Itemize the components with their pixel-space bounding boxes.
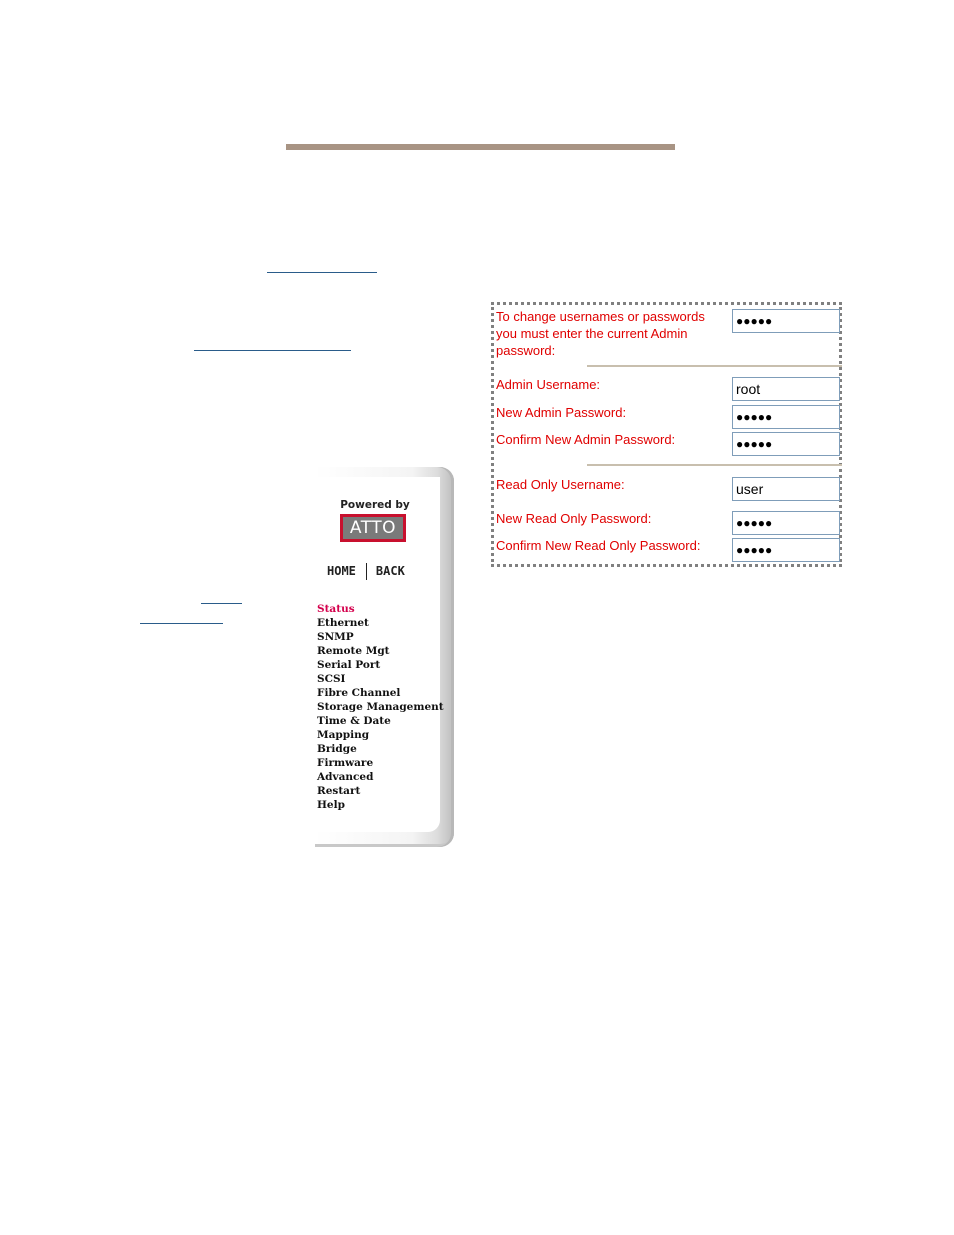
- divider-2: [587, 464, 842, 466]
- sidebar-item-restart[interactable]: Restart: [317, 785, 361, 797]
- new-admin-password-label: New Admin Password:: [496, 405, 627, 420]
- sidebar-item-help[interactable]: Help: [317, 799, 345, 811]
- sidebar-item-scsi[interactable]: SCSI: [317, 673, 346, 685]
- panel-border-top: [491, 302, 842, 305]
- confirm-readonly-password-label: Confirm New Read Only Password:: [496, 538, 701, 553]
- confirm-readonly-password-field[interactable]: ●●●●●: [732, 538, 840, 562]
- password-panel: [491, 302, 842, 567]
- sidebar-item-storage-management[interactable]: Storage Management: [317, 701, 444, 713]
- header-rule: [286, 144, 675, 150]
- nav-separator: [366, 563, 367, 580]
- doc-link-4[interactable]: [140, 623, 223, 624]
- back-link[interactable]: BACK: [375, 564, 405, 578]
- powered-by-text: Powered by: [340, 499, 410, 511]
- sidebar-item-ethernet[interactable]: Ethernet: [317, 617, 369, 629]
- doc-link-1[interactable]: [267, 272, 377, 273]
- new-readonly-password-label: New Read Only Password:: [496, 511, 652, 526]
- sidebar-item-serial-port[interactable]: Serial Port: [317, 659, 381, 671]
- sidebar-item-time-date[interactable]: Time & Date: [317, 715, 391, 727]
- panel-border-bottom: [491, 564, 842, 567]
- sidebar-item-bridge[interactable]: Bridge: [317, 743, 357, 755]
- sidebar-item-mapping[interactable]: Mapping: [317, 729, 370, 741]
- new-readonly-password-field[interactable]: ●●●●●: [732, 511, 840, 535]
- readonly-username-field[interactable]: user: [732, 477, 840, 501]
- admin-username-field[interactable]: root: [732, 377, 840, 401]
- intro-text: To change usernames or passwords you must enter the current Admin password:: [496, 309, 705, 358]
- readonly-username-label: Read Only Username:: [496, 477, 625, 492]
- doc-link-2[interactable]: [194, 350, 351, 351]
- home-link[interactable]: HOME: [327, 564, 356, 578]
- confirm-admin-password-field[interactable]: ●●●●●: [732, 432, 840, 456]
- new-admin-password-field[interactable]: ●●●●●: [732, 405, 840, 429]
- sidebar-item-remote-mgt[interactable]: Remote Mgt: [317, 645, 390, 657]
- sidebar-item-fibre-channel[interactable]: Fibre Channel: [317, 687, 401, 699]
- atto-logo[interactable]: [340, 514, 406, 542]
- sidebar-item-status[interactable]: Status: [317, 603, 355, 615]
- confirm-admin-password-label: Confirm New Admin Password:: [496, 432, 676, 447]
- doc-link-3[interactable]: [201, 603, 242, 604]
- sidebar-panel: [315, 477, 444, 832]
- admin-username-label: Admin Username:: [496, 377, 601, 392]
- current-admin-password-field[interactable]: ●●●●●: [732, 309, 840, 333]
- sidebar-item-advanced[interactable]: Advanced: [317, 771, 374, 783]
- sidebar-menu: [317, 602, 444, 812]
- divider-1: [587, 365, 842, 367]
- atto-logo-text: ATTO: [343, 517, 403, 539]
- atto-sidebar: [315, 467, 454, 847]
- panel-border-left: [491, 302, 494, 567]
- sidebar-item-firmware[interactable]: Firmware: [317, 757, 374, 769]
- home-back-nav: [327, 563, 447, 580]
- sidebar-item-snmp[interactable]: SNMP: [317, 631, 354, 643]
